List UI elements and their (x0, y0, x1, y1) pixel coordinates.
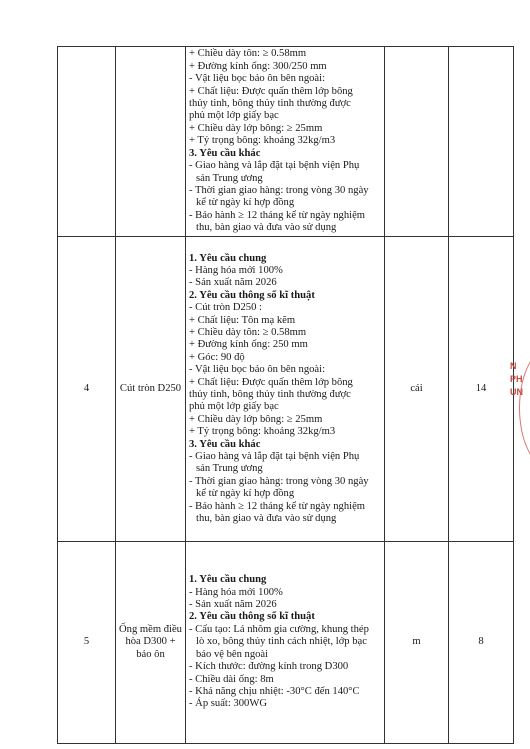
spec-line: thủy tinh, bông thủy tinh thường được (189, 98, 351, 110)
item-quantity-cell: 14 (449, 237, 514, 542)
item-name-cell (116, 47, 186, 237)
spec-line: + Tỷ trọng bông: khoảng 32kg/m3 (189, 135, 336, 147)
spec-line: - Bảo hành ≥ 12 tháng kể từ ngày nghiệm (189, 500, 366, 512)
spec-line: - Cút tròn D250 : (189, 302, 262, 314)
item-name-cell: Ống mềm điều hòa D300 + bảo ôn (116, 542, 186, 744)
spec-line: + Chiều dày lớp bông: ≥ 25mm (189, 413, 323, 425)
spec-line: - Bảo hành ≥ 12 tháng kể từ ngày nghiệm (189, 209, 366, 221)
spec-line: - Giao hàng và lắp đặt tại bệnh viện Phụ (189, 451, 360, 463)
spec-line: phủ một lớp giấy bạc (189, 401, 279, 413)
spec-line: - Thời gian giao hàng: trong vòng 30 ngày (189, 475, 369, 487)
item-quantity-cell (449, 47, 514, 237)
spec-line: + Tỷ trọng bông: khoảng 32kg/m3 (189, 426, 336, 438)
spec-line: - Thời gian giao hàng: trong vòng 30 ngày (189, 184, 369, 196)
spec-line: + Chiều dày tôn: ≥ 0.58mm (189, 326, 307, 338)
spec-line: sản Trung ương (196, 172, 263, 184)
spec-section-heading: 1. Yêu cầu chung (189, 252, 267, 264)
spec-section-heading: 1. Yêu cầu chung (189, 574, 267, 586)
spec-section-heading: 3. Yêu cầu khác (189, 147, 261, 159)
spec-line: - Khả năng chịu nhiệt: -30°C đến 140°C (189, 685, 360, 697)
item-unit-cell (385, 47, 449, 237)
spec-line: thủy tinh, bông thủy tinh thường được (189, 389, 351, 400)
item-unit-cell: cái (385, 237, 449, 542)
spec-line: - Vật liệu bọc bảo ôn bên ngoài: (189, 364, 326, 376)
stamp-text (510, 360, 530, 460)
spec-line: - Cấu tạo: Lá nhôm gia cường, khung thép (189, 623, 369, 635)
spec-line: + Chất liệu: Được quấn thêm lớp bông (189, 85, 353, 97)
spec-line: + Chiều dày tôn: ≥ 0.58mm (189, 48, 307, 60)
spec-section-heading: 2. Yêu cầu thông số kĩ thuật (189, 611, 315, 623)
spec-section-heading: 2. Yêu cầu thông số kĩ thuật (189, 289, 315, 301)
item-spec-cell (186, 237, 385, 542)
spec-line: kể từ ngày kí hợp đồng (196, 488, 295, 500)
spec-line: - Kích thước: đường kính trong D300 (189, 661, 349, 673)
specification-table (57, 46, 514, 744)
spec-line: - Vật liệu bọc bảo ôn bên ngoài: (189, 73, 326, 85)
spec-line: - Sản xuất năm 2026 (189, 277, 277, 289)
item-number-cell (58, 47, 116, 237)
spec-line: - Chiều dài ống: 8m (189, 673, 274, 685)
spec-line: - Hàng hóa mới 100% (189, 264, 283, 276)
item-number-cell: 5 (58, 542, 116, 744)
table-row (58, 237, 514, 542)
spec-line: phủ một lớp giấy bạc (189, 110, 279, 122)
table-row (58, 47, 514, 237)
spec-line: + Đường kính ống: 300/250 mm (189, 60, 327, 72)
stamp-line: UN (510, 387, 523, 397)
stamp-line: N (510, 361, 517, 371)
item-name-cell: Cút tròn D250 (116, 237, 186, 542)
stamp-line: PH (510, 374, 523, 384)
spec-line: bảo vệ bên ngoài (196, 648, 269, 660)
spec-line: + Chất liệu: Được quấn thêm lớp bông (189, 376, 353, 388)
item-spec-cell (186, 47, 385, 237)
spec-line: + Chất liệu: Tôn mạ kẽm (189, 314, 296, 326)
spec-line: kể từ ngày kí hợp đồng (196, 197, 295, 209)
spec-line: thu, bàn giao và đưa vào sử dụng (196, 513, 337, 525)
item-unit-cell: m (385, 542, 449, 744)
specification-table-body (58, 47, 514, 744)
spec-line: - Giao hàng và lắp đặt tại bệnh viện Phụ (189, 160, 360, 172)
table-row (58, 542, 514, 744)
spec-line: sản Trung ương (196, 463, 263, 475)
spec-line: + Đường kính ống: 250 mm (189, 339, 308, 351)
spec-line: - Áp suất: 300WG (189, 698, 267, 710)
item-quantity-cell: 8 (449, 542, 514, 744)
spec-line: thu, bàn giao và đưa vào sử dụng (196, 222, 337, 234)
spec-line: lò xo, bông thủy tinh cách nhiệt, lớp bạc (196, 636, 367, 648)
item-spec-cell (186, 542, 385, 744)
item-number-cell: 4 (58, 237, 116, 542)
spec-section-heading: 3. Yêu cầu khác (189, 438, 261, 450)
spec-line: + Chiều dày lớp bông: ≥ 25mm (189, 122, 323, 134)
spec-line: - Hàng hóa mới 100% (189, 586, 283, 598)
spec-line: + Góc: 90 độ (189, 351, 245, 363)
spec-line: - Sản xuất năm 2026 (189, 599, 277, 611)
